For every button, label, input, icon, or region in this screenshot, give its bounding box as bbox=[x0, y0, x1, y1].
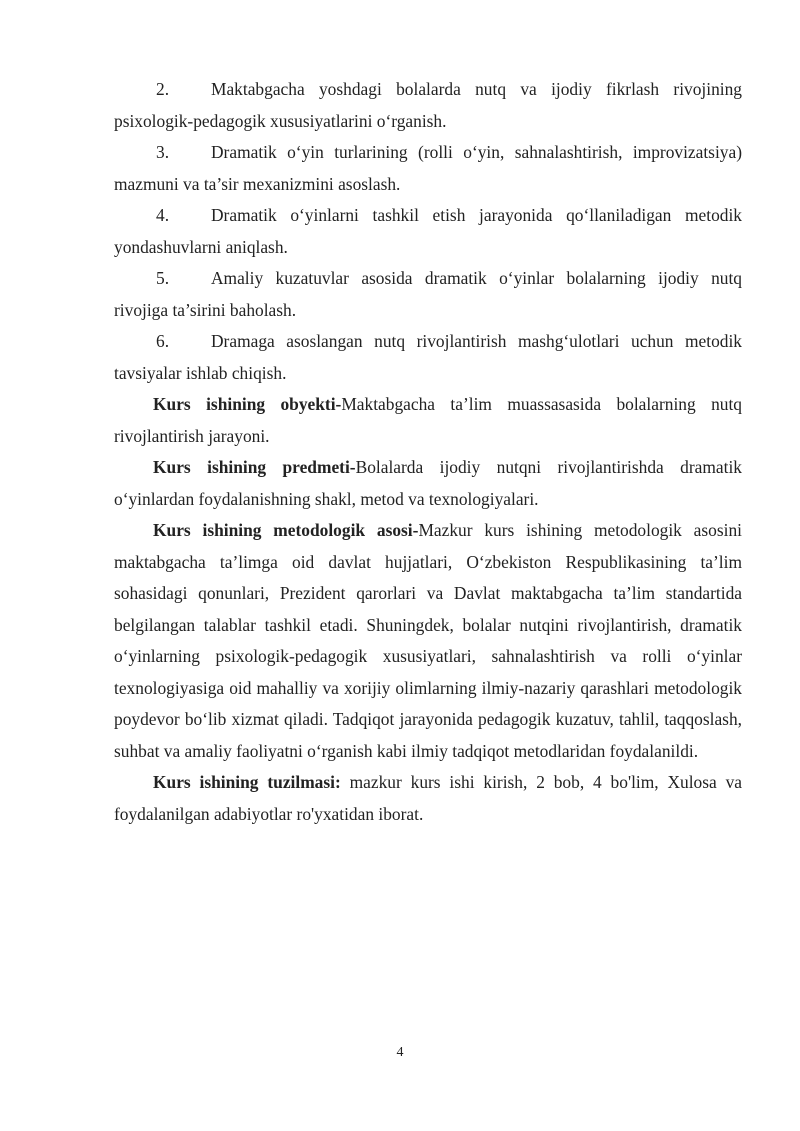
list-number: 2. bbox=[156, 79, 170, 99]
subject-label: Kurs ishining predmeti- bbox=[153, 457, 356, 477]
page-number: 4 bbox=[396, 1045, 404, 1060]
list-item bbox=[114, 200, 742, 263]
object-paragraph bbox=[114, 389, 742, 452]
list-number: 3. bbox=[156, 142, 170, 162]
object-label: Kurs ishining obyekti- bbox=[153, 394, 342, 414]
structure-text: mazkur kurs ishi kirish, 2 bob, 4 bo'lim, Xulosa va foydalanilgan adabiyotlar ro'yxatidan iborat. bbox=[114, 772, 742, 824]
structure-label: Kurs ishining tuzilmasi: bbox=[153, 772, 341, 792]
subject-text: Bolalarda ijodiy nutqni rivojlantirishda dramatik o‘yinlardan foydalanishning shakl, metod va texnologiyalari. bbox=[114, 457, 742, 509]
document-body bbox=[114, 74, 742, 830]
list-text: Amaliy kuzatuvlar asosida dramatik o‘yinlar bolalarning ijodiy nutq rivojiga ta’sirini baholash. bbox=[114, 268, 742, 320]
list-item bbox=[114, 137, 742, 200]
list-text: Maktabgacha yoshdagi bolalarda nutq va ijodiy fikrlash rivojining psixologik-pedagogik xususiyatlarini o‘rganish. bbox=[114, 79, 742, 131]
list-text: Dramatik o‘yin turlarining (rolli o‘yin, sahnalashtirish, improvizatsiya) mazmuni va ta’sir mexanizmini asoslash. bbox=[114, 142, 742, 194]
list-number: 4. bbox=[156, 205, 170, 225]
list-item bbox=[114, 326, 742, 389]
subject-paragraph bbox=[114, 452, 742, 515]
list-number: 6. bbox=[156, 331, 170, 351]
list-text: Dramatik o‘yinlarni tashkil etish jarayonida qo‘llaniladigan metodik yondashuvlarni aniqlash. bbox=[114, 205, 742, 257]
list-text: Dramaga asoslangan nutq rivojlantirish mashg‘ulotlari uchun metodik tavsiyalar ishlab chiqish. bbox=[114, 331, 742, 383]
list-item bbox=[114, 263, 742, 326]
structure-paragraph bbox=[114, 767, 742, 830]
methodology-label: Kurs ishining metodologik asosi- bbox=[153, 520, 419, 540]
list-item bbox=[114, 74, 742, 137]
object-text: Maktabgacha ta’lim muassasasida bolalarning nutq rivojlantirish jarayoni. bbox=[114, 394, 742, 446]
list-number: 5. bbox=[156, 268, 170, 288]
methodology-text: Mazkur kurs ishining metodologik asosini maktabgacha ta’limga oid davlat hujjatlari, O‘zbekiston Respublikasining ta’lim sohasidagi qonunlari, Prezident qarorlari va Davlat maktabgacha ta’lim standartida belgilangan talablar tashkil etadi. Shuningdek, bolalar nutqini rivojlantirish, dramatik o‘yinlarning psixologik-pedagogik xususiyatlari, sahnalashtirish va rolli o‘yinlar texnologiyasiga oid mahalliy va xorijiy olimlarning ilmiy-nazariy qarashlari metodologik poydevor bo‘lib xizmat qiladi. Tadqiqot jarayonida pedagogik kuzatuv, tahlil, taqqoslash, suhbat va amaliy faoliyatni o‘rganish kabi ilmiy tadqiqot metodlaridan foydalanildi. bbox=[114, 520, 742, 761]
methodology-paragraph bbox=[114, 515, 742, 767]
